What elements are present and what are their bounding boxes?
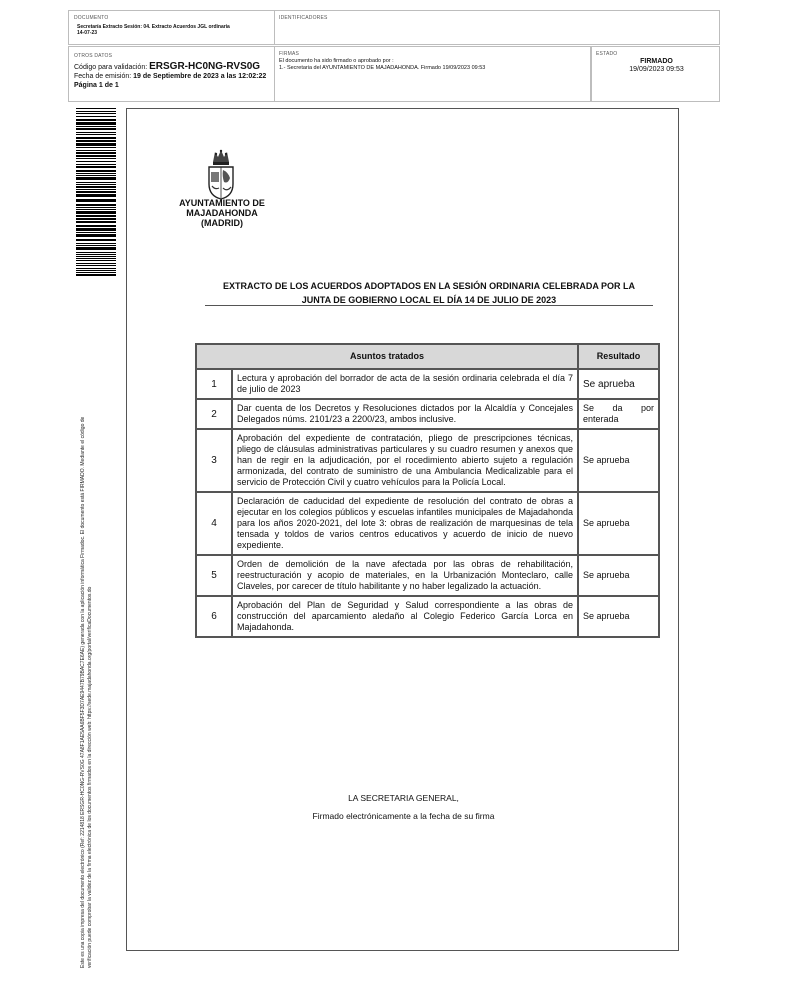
header-identificadores-box	[274, 10, 720, 45]
barcode-bar	[76, 161, 116, 162]
coat-of-arms-icon	[206, 148, 236, 200]
barcode-bar	[76, 170, 116, 172]
barcode-bar	[76, 232, 116, 233]
barcode-bar	[76, 108, 116, 109]
side-text-line1: Este es una copia impresa del documento electrónico (Ref: 2214818 ERSGR-HC0NG-RVS0G 47A8F1AE5AA6BF5F3D7AE9447B79BAC7E6AE) generada con la aplicación informática Firmadoc. El documento está FIRMADO. Mediante el código de	[80, 416, 86, 968]
row-number: 4	[196, 492, 232, 555]
barcode-bar	[76, 194, 116, 197]
org-line1: AYUNTAMIENTO DE	[179, 198, 265, 208]
document-page	[126, 108, 679, 951]
col-resultado-header: Resultado	[578, 344, 659, 369]
barcode-bar	[76, 191, 116, 193]
signature-title: LA SECRETARIA GENERAL,	[348, 793, 459, 803]
row-number: 5	[196, 555, 232, 596]
barcode-bar	[76, 155, 116, 157]
barcode-bar	[76, 265, 116, 266]
firmas-line1: El documento ha sido firmado o aprobado por :	[279, 58, 394, 64]
barcode-bar	[76, 204, 116, 206]
table-row	[196, 369, 659, 399]
barcode-bar	[76, 263, 116, 264]
pagina-count: Página 1 de 1	[74, 82, 119, 89]
row-result: Se aprueba	[578, 596, 659, 637]
barcode-bar	[76, 228, 116, 231]
barcode-bar	[76, 147, 116, 148]
barcode-bar	[76, 166, 116, 168]
barcode-bar	[76, 111, 116, 112]
barcode-bar	[76, 116, 116, 117]
side-text-line2: verificación puede comprobar la validez de la firma electrónica de los documentos firmados en la dirección web: https://sede.majadahonda.org/portal/verificaDocumentos.do	[87, 586, 93, 968]
barcode-bar	[76, 143, 116, 146]
row-number: 1	[196, 369, 232, 399]
row-number: 2	[196, 399, 232, 429]
barcode-bar	[76, 173, 116, 174]
barcode-bar	[76, 258, 116, 259]
row-result: Se aprueba	[578, 492, 659, 555]
table-row	[196, 492, 659, 555]
fecha-value: 19 de Septiembre de 2023 a las 12:02:22	[133, 73, 267, 80]
table-header-row	[196, 344, 659, 369]
signature-note: Firmado electrónicamente a la fecha de su firma	[312, 811, 495, 821]
barcode-bar	[76, 175, 116, 176]
barcode-bar	[76, 256, 116, 257]
barcode-bar	[76, 260, 116, 261]
row-description: Aprobación del expediente de contratación, pliego de prescripciones técnicas, pliego de cláusulas administrativas particulares y su cuadro resumen y anexos que han de regir en la adjudicación, por el rocedimiento abierto sujeto a regulación armonizada, del contrato de suministro de una Ambulancia Medicalizable para el servicio de Protección Civil y cuatro vehículos para la Policía Local.	[232, 429, 578, 492]
barcode-bar	[76, 225, 116, 227]
otros-datos-label: OTROS DATOS	[74, 53, 113, 59]
codigo-prefix: Código para validación:	[74, 64, 148, 71]
header-otros-datos-box	[68, 46, 275, 102]
firmas-line2: 1.- Secretaria del AYUNTAMIENTO DE MAJADAHONDA. Firmado 19/09/2023 09:53	[279, 65, 486, 71]
side-verification-text	[80, 268, 94, 968]
barcode-bar	[76, 122, 116, 125]
header-documento-box	[68, 10, 275, 45]
barcode-bar	[76, 207, 116, 208]
row-description: Lectura y aprobación del borrador de acta de la sesión ordinaria celebrada el día 7 de julio de 2023	[232, 369, 578, 399]
title-underline	[205, 305, 653, 306]
document-title	[205, 279, 653, 307]
row-result: Se da por enterada	[578, 399, 659, 429]
barcode-bar	[76, 119, 116, 121]
barcode-bar	[76, 252, 116, 253]
barcode-bar	[76, 113, 116, 114]
barcode-bar	[76, 134, 116, 135]
barcode-bar	[76, 218, 116, 220]
identificadores-label: IDENTIFICADORES	[279, 15, 328, 21]
estado-value: FIRMADO	[640, 58, 673, 65]
codigo-value: ERSGR-HC0NG-RVS0G	[149, 61, 261, 72]
barcode-bar	[76, 221, 116, 223]
barcode-bar	[76, 239, 116, 241]
table-row	[196, 399, 659, 429]
firmas-label: FIRMAS	[279, 51, 300, 57]
barcode-bar	[76, 128, 116, 130]
barcode-bar	[76, 243, 116, 244]
table-row	[196, 555, 659, 596]
barcode-bar	[76, 132, 116, 133]
barcode-bar	[76, 182, 116, 183]
col-asuntos-header: Asuntos tratados	[196, 344, 578, 369]
barcode-bar	[76, 234, 116, 237]
estado-label: ESTADO	[596, 51, 618, 57]
barcode-bar	[76, 158, 116, 159]
row-description: Dar cuenta de los Decretos y Resoluciones dictados por la Alcaldía y Concejales Delegados núms. 2101/23 a 2200/23, ambos inclusive.	[232, 399, 578, 429]
row-number: 6	[196, 596, 232, 637]
header-firmas-box	[274, 46, 591, 102]
barcode-bar	[76, 254, 116, 255]
barcode-bar	[76, 184, 116, 185]
estado-date: 19/09/2023 09:53	[629, 66, 684, 73]
row-description: Orden de demolición de la nave afectada por las obras de rehabilitación, reestructuración y acopio de materiales, en la Urbanización Monteclaro, calle Claveles, por carecer de título habilitante y no haber legalizado la actuación.	[232, 555, 578, 596]
header-estado-box	[591, 46, 720, 102]
table-row	[196, 596, 659, 637]
barcode-bar	[76, 150, 116, 151]
table-row	[196, 429, 659, 492]
org-line3: (MADRID)	[201, 218, 243, 228]
title-line2: JUNTA DE GOBIERNO LOCAL EL DÍA 14 DE JULIO DE 2023	[301, 295, 557, 305]
documento-label: DOCUMENTO	[74, 15, 109, 21]
codigo-validacion	[74, 63, 260, 72]
barcode-bar	[76, 152, 116, 154]
row-result: Se aprueba	[578, 555, 659, 596]
barcode-bar	[76, 164, 116, 165]
barcode-bar	[76, 140, 116, 142]
row-result: Se aprueba	[578, 429, 659, 492]
barcode-bar	[76, 215, 116, 217]
row-description: Declaración de caducidad del expediente de resolución del contrato de obras a ejecutar en los colegios públicos y escuelas infantiles municipales de Majadahonda para los años 2020-2021, del lote 3: obras de realización de marquesinas de tela tensada y toldos de varios centros educativos y acuerdo de inicio de nuevo expediente.	[232, 492, 578, 555]
barcode-bar	[76, 199, 116, 202]
barcode-bar	[76, 245, 116, 246]
org-line2: MAJADAHONDA	[186, 208, 258, 218]
barcode	[76, 108, 116, 278]
barcode-bar	[76, 247, 116, 250]
row-result: Se aprueba	[578, 369, 659, 399]
title-line1: EXTRACTO DE LOS ACUERDOS ADOPTADOS EN LA SESIÓN ORDINARIA CELEBRADA POR LA	[222, 281, 636, 291]
fecha-emision	[74, 73, 266, 81]
barcode-bar	[76, 137, 116, 139]
fecha-prefix: Fecha de emisión:	[74, 73, 132, 80]
documento-value: Secretaría Extracto Sesión: 04. Extracto Acuerdos JGL ordinaria 14-07-23	[77, 24, 230, 36]
agreements-table	[195, 343, 660, 638]
barcode-bar	[76, 189, 116, 190]
barcode-bar	[76, 209, 116, 210]
organization-name	[167, 198, 277, 228]
row-description: Aprobación del Plan de Seguridad y Salud correspondiente a las obras de construcción del aparcamiento aledaño al Colegio Federico García Lorca en Majadahonda.	[232, 596, 578, 637]
barcode-bar	[76, 126, 116, 127]
row-number: 3	[196, 429, 232, 492]
barcode-bar	[76, 177, 116, 180]
barcode-bar	[76, 211, 116, 214]
barcode-bar	[76, 186, 116, 188]
